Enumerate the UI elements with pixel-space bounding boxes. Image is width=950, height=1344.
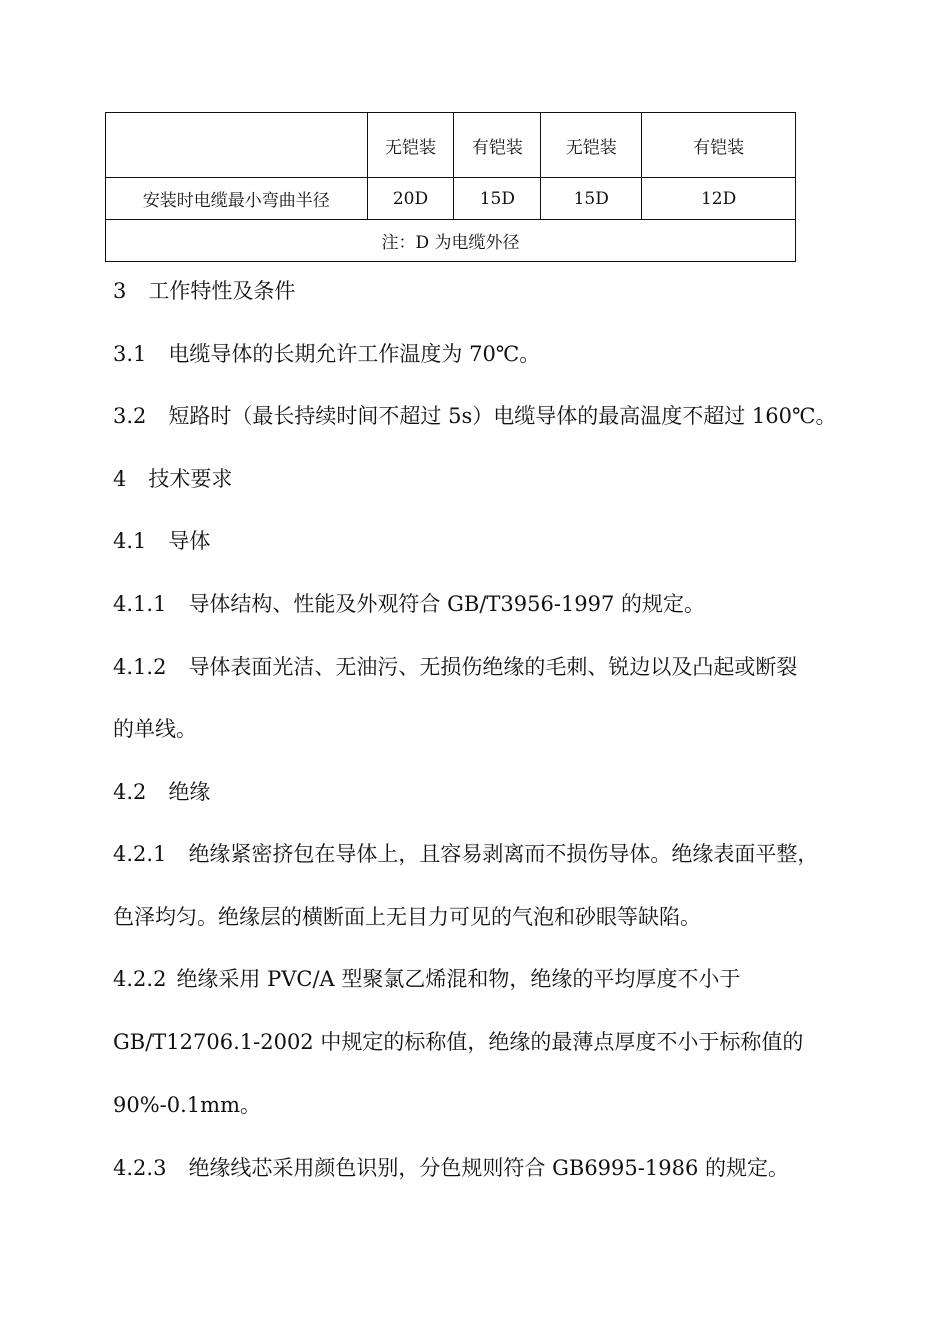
section-text: 工作特性及条件: [148, 279, 296, 303]
section-number: 4.2.3: [113, 1156, 167, 1180]
table-cell: 20D: [367, 178, 454, 220]
paragraph-continuation: [113, 714, 197, 744]
subsection-heading: [113, 526, 210, 556]
paragraph-continuation: [113, 902, 701, 932]
section-number: 3: [113, 279, 127, 303]
table-header-row: [106, 113, 796, 178]
paragraph-continuation: [113, 1090, 261, 1120]
section-number: 4: [113, 467, 127, 491]
table-cell: 无铠装: [541, 113, 642, 178]
paragraph: [113, 589, 705, 619]
paragraph: [113, 964, 740, 994]
table-cell: 无铠装: [367, 113, 454, 178]
section-heading: [113, 464, 232, 494]
table-cell: 12D: [642, 178, 796, 220]
paragraph: [113, 401, 836, 431]
paragraph-continuation: [113, 1027, 803, 1057]
section-text: 导体: [168, 529, 211, 553]
paragraph: [113, 1153, 789, 1183]
table-cell: 有铠装: [642, 113, 796, 178]
section-number: 4.1: [113, 529, 147, 553]
table-cell: 15D: [454, 178, 541, 220]
paragraph: [113, 652, 797, 682]
paragraph-text: 绝缘紧密挤包在导体上，且容易剥离而不损伤导体。绝缘表面平整，: [188, 842, 819, 866]
section-text: 绝缘: [168, 780, 211, 804]
table-cell: [106, 113, 368, 178]
section-number: 4.1.1: [113, 592, 167, 616]
section-number: 4.1.2: [113, 655, 167, 679]
bending-radius-table: [105, 112, 796, 262]
table-note: 注：D 为电缆外径: [106, 220, 796, 262]
table-note-row: [106, 220, 796, 262]
section-heading: [113, 276, 295, 306]
paragraph: [113, 839, 818, 869]
table-row-label: 安装时电缆最小弯曲半径: [106, 178, 368, 220]
paragraph: [113, 339, 540, 369]
paragraph-text: GB/T12706.1-2002 中规定的标称值，绝缘的最薄点厚度不小于标称值的: [113, 1030, 804, 1054]
paragraph-text: 绝缘采用 PVC/A 型聚氯乙烯混和物，绝缘的平均厚度不小于: [176, 967, 741, 991]
paragraph-text: 的单线。: [113, 717, 197, 741]
section-number: 3.1: [113, 342, 147, 366]
paragraph-text: 绝缘线芯采用颜色识别，分色规则符合 GB6995-1986 的规定。: [188, 1156, 789, 1180]
paragraph-text: 色泽均匀。绝缘层的横断面上无目力可见的气泡和砂眼等缺陷。: [113, 905, 701, 929]
section-text: 技术要求: [148, 467, 233, 491]
table-cell: 15D: [541, 178, 642, 220]
section-number: 4.2.1: [113, 842, 167, 866]
section-number: 3.2: [113, 404, 147, 428]
table-row: [106, 178, 796, 220]
section-number: 4.2.2: [113, 967, 167, 991]
paragraph-text: 电缆导体的长期允许工作温度为 70℃。: [168, 342, 541, 366]
paragraph-text: 导体表面光洁、无油污、无损伤绝缘的毛刺、锐边以及凸起或断裂: [188, 655, 798, 679]
subsection-heading: [113, 777, 210, 807]
paragraph-text: 导体结构、性能及外观符合 GB/T3956-1997 的规定。: [188, 592, 706, 616]
paragraph-text: 短路时（最长持续时间不超过 5s）电缆导体的最高温度不超过 160℃。: [168, 404, 837, 428]
table-cell: 有铠装: [454, 113, 541, 178]
paragraph-text: 90%-0.1mm。: [113, 1093, 261, 1117]
section-number: 4.2: [113, 780, 147, 804]
